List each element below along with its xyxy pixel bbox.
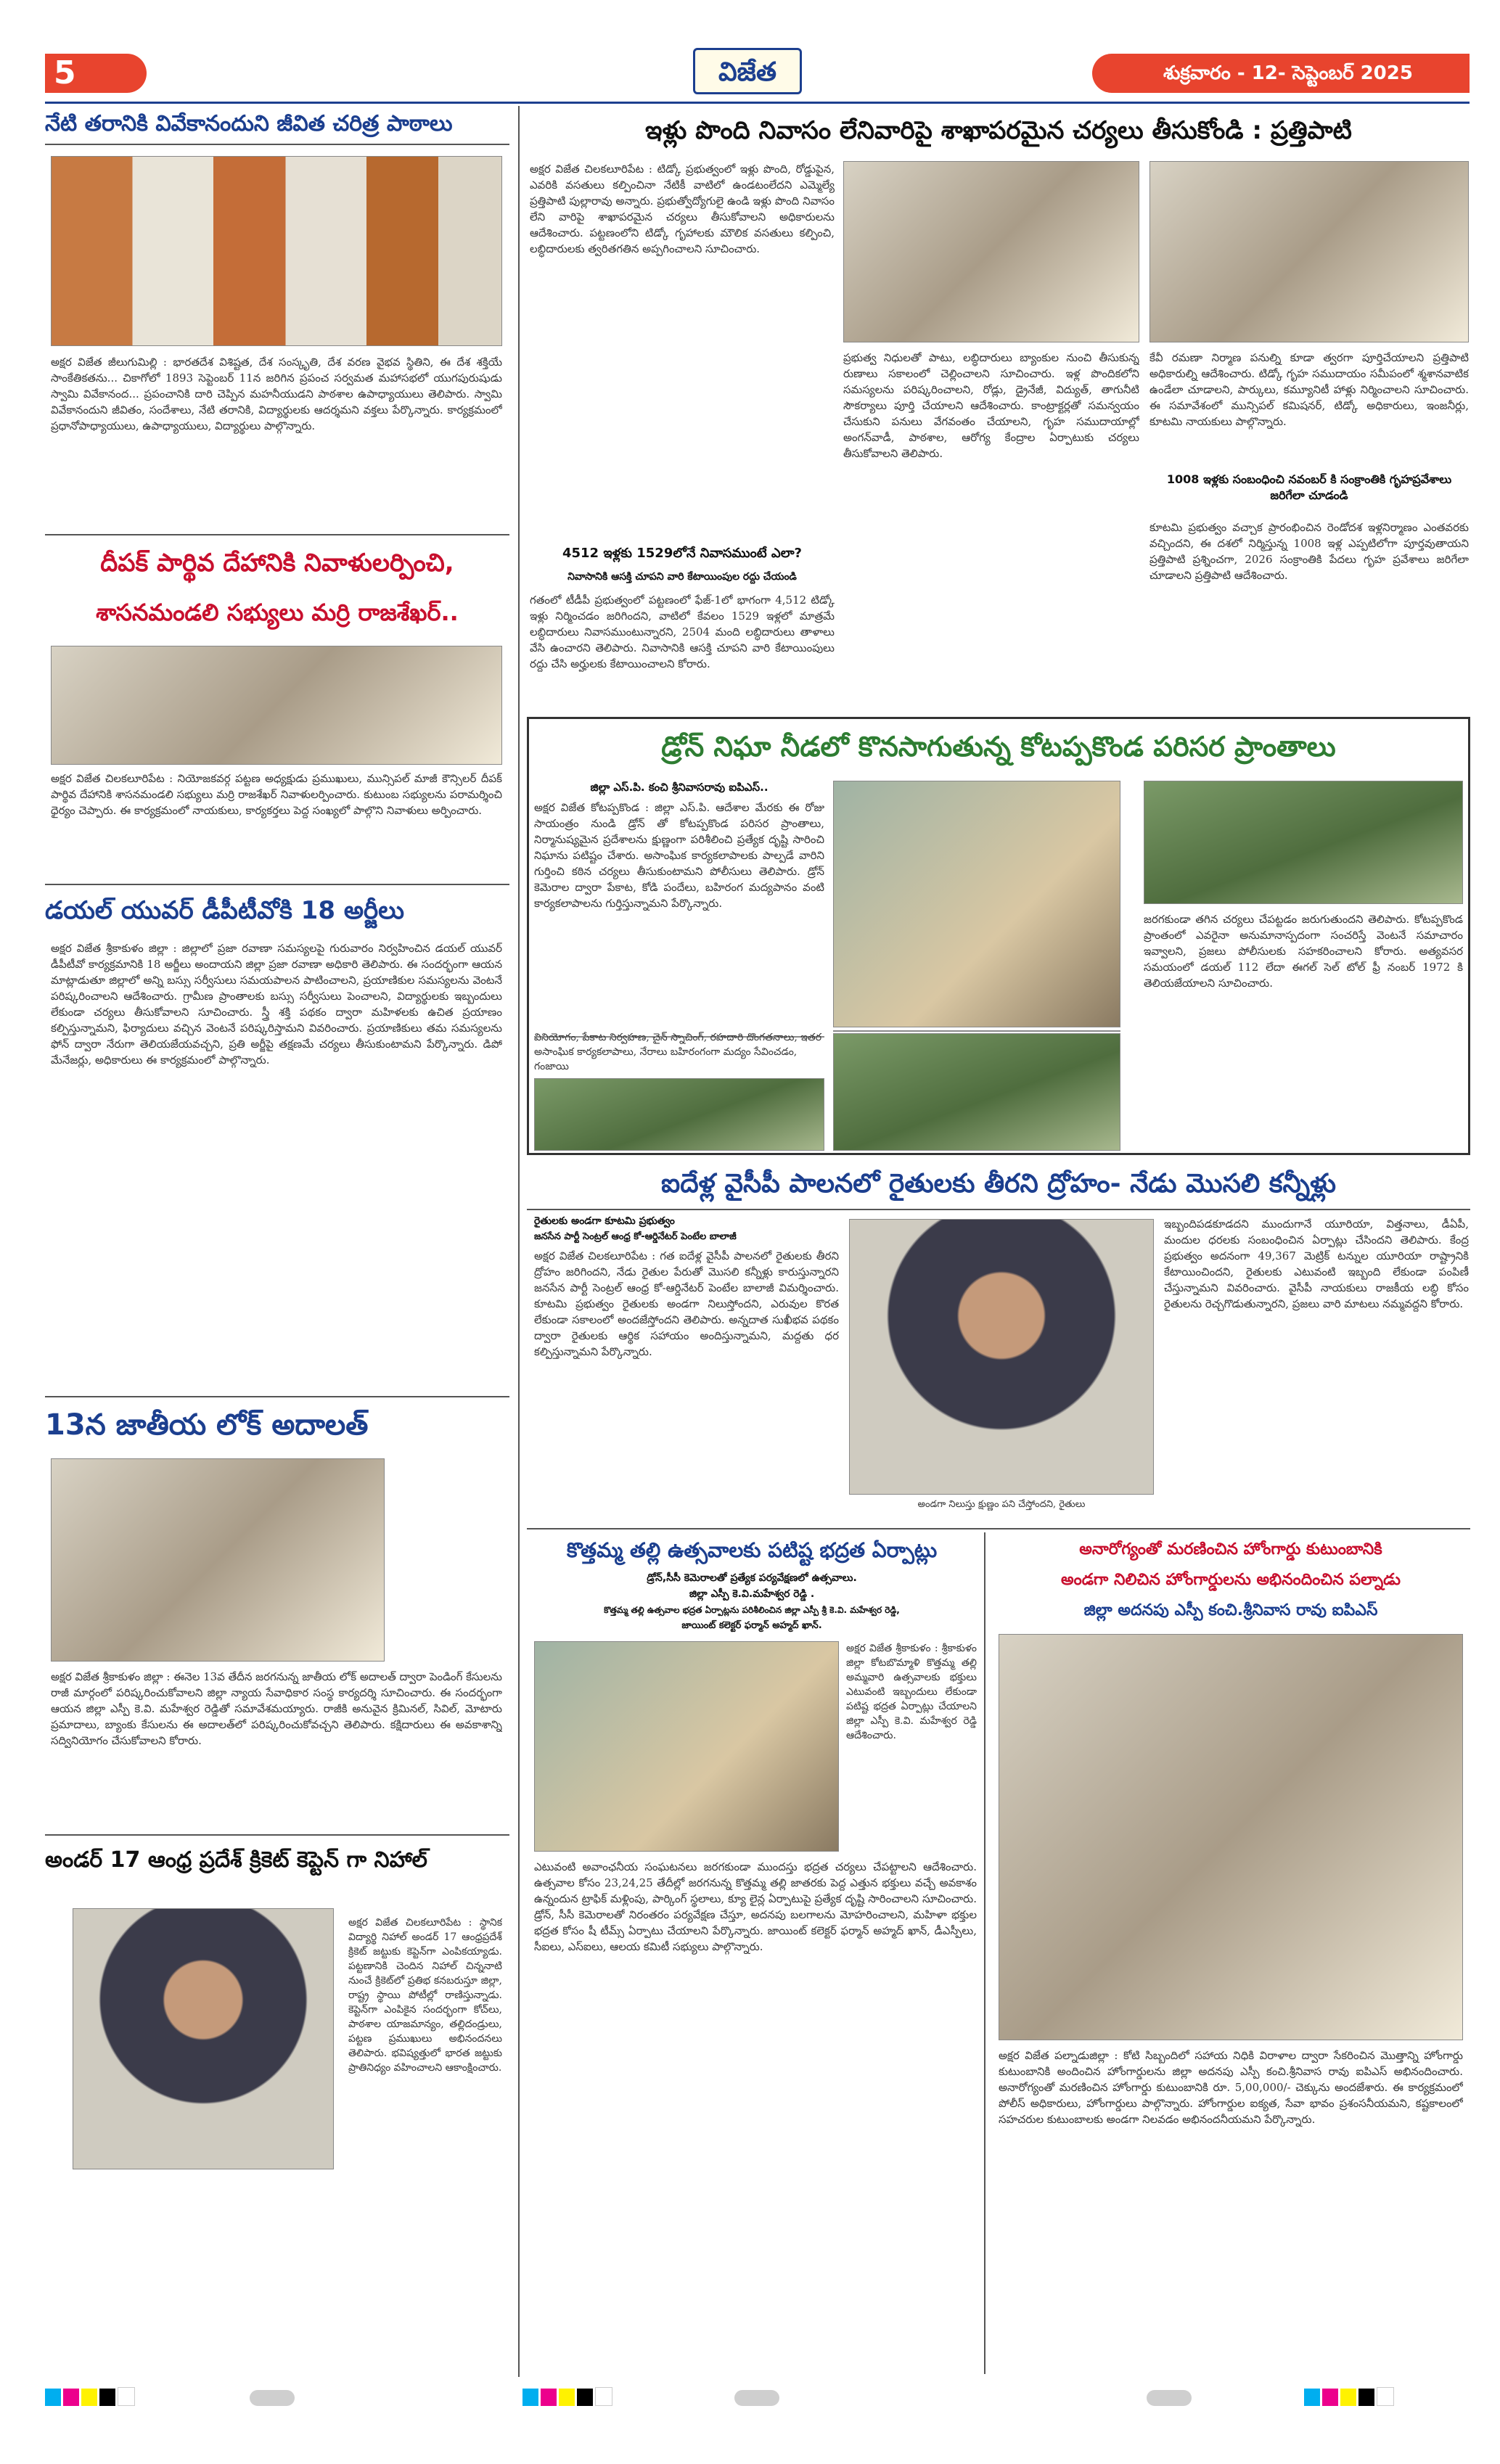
kottamma-sub4: జాయింట్ కలెక్టర్ ఫర్మాన్ అహ్మద్ ఖాన్. (681, 1620, 822, 1631)
body-deepak: అక్షర విజేత చిలకలూరిపేట : నియోజకవర్గ పట్టణ అధ్యక్షుడు ప్రముఖులు, మున్సిపల్ మాజీ కౌన్సిలర్ దీపక్ పార్థివ దేహానికి శాసనమండలి సభ్యులు మర్రి రాజశేఖర్ నివాళులర్పించారు. కుటుంబ సభ్యులను పరామర్శించి ధైర్యం చెప్పారు. ఈ కార్యక్రమంలో నాయకులు, కార్యకర్తలు పెద్ద సంఖ్యలో పాల్గొని నివాళులు అర్పించారు. (51, 772, 502, 817)
headline-drone: డ్రోన్ నిఘా నీడలో కొనసాగుతున్న కోటప్పకొండ పరిసర ప్రాంతాలు (661, 731, 1336, 763)
photo-forest-4 (833, 1033, 1120, 1151)
body-housing-4: కేవీ రమణా నిర్మాణ పనుల్ని కూడా త్వరగా పూర్తిచేయాలని ప్రత్తిపాటి అధికారుల్ని ఆదేశించారు. టిడ్కో గృహ సముదాయం సమీపంలో శ్మశానవాటిక ఉండేలా చూడాలని, పార్కులు, కమ్యూనిటీ హాళ్లు నిర్మించాలని సూచించారు. ఈ సమావేశంలో మున్సిపల్ కమిషనర్, టిడ్కో అధికారులు, ఇంజనీర్లు, కూటమి నాయకులు పాల్గొన్నారు. (1149, 351, 1469, 428)
body-lok-adalat: అక్షర విజేత శ్రీకాకుళం జిల్లా : ఈనెల 13వ తేదీన జరగనున్న జాతీయ లోక్ అదాలత్ ద్వారా పెండింగ్ కేసులను రాజీ మార్గంలో పరిష్కరించుకోవాలని జిల్లా న్యాయ సేవాధికార సంస్థ కార్యదర్శి సూచించారు. ఈ సందర్భంగా ఆయన జిల్లా ఎస్పీ కె.వి. మహేశ్వర రెడ్డితో సమావేశమయ్యారు. రాజీకి అనువైన క్రిమినల్, సివిల్, మోటారు ప్రమాదాలు, బ్యాంకు కేసులను ఈ అదాలత్‌లో పరిష్కరించుకోవచ్చని తెలిపారు. కక్షిదారులు ఈ అవకాశాన్ని సద్వినియోగం చేసుకోవాలని కోరారు. (51, 1670, 502, 1747)
headline-homeguard-2: అండగా నిలిచిన హోంగార్డులను అభినందించిన పల్నాడు (1061, 1571, 1401, 1589)
page-number: 5 (54, 54, 76, 91)
photo-temple (534, 1641, 839, 1852)
headline-dial-your-dpto: డయల్ యువర్ డీపీటీవోకి 18 అర్జీలు (45, 896, 405, 925)
page-header (0, 48, 1500, 99)
headline-farmers: ఐదేళ్ల వైసీపీ పాలనలో రైతులకు తీరని ద్రోహం- నేడు మొసలి కన్నీళ్లు (661, 1169, 1336, 1199)
body-homeguard: అక్షర విజేత పల్నాడుజిల్లా : కోటి సిబ్బందిలో సహాయ నిధికి విరాళాల ద్వారా సేకరించిన మొత్తాన్ని హోంగార్డు కుటుంబానికి అందించిన హోంగార్డులను జిల్లా అదనపు ఎస్పీ కంచి.శ్రీనివాస రావు ఐపిఎస్ అభినందించారు. అనారోగ్యంతో మరణించిన హోంగార్డు కుటుంబానికి రూ. 5,00,000/- చెక్కును అందజేశారు. ఈ కార్యక్రమంలో పోలీస్ అధికారులు, హోంగార్డులు పాల్గొన్నారు. హోంగార్డుల ఐక్యత, సేవా భావం ప్రశంసనీయమని, కష్టకాలంలో సహచరుల కుటుంబాలకు అండగా నిలవడం అభినందనీయమని పేర్కొన్నారు. (999, 2049, 1463, 2126)
headline-homeguard-1: అనారోగ్యంతో మరణించిన హోంగార్డు కుటుంబానికి (1079, 1540, 1382, 1559)
photo-lok-adalat (51, 1458, 385, 1662)
byline-drone: జిల్లా ఎస్.పి. కంచి శ్రీనివాసరావు ఐపిఎస్.. (590, 781, 769, 794)
subhead-housing-1: 4512 ఇళ్లకు 1529లోనే నివాసముంటే ఎలా? (562, 546, 802, 561)
headline-housing: ఇళ్లు పొంది నివాసం లేనివారిపై శాఖాపరమైన చర్యలు తీసుకోండి : ప్రత్తిపాటి (645, 116, 1352, 145)
photo-balaji (849, 1219, 1154, 1495)
divider (45, 1396, 509, 1397)
kicker-farmers-2: జనసేన పార్టీ సెంట్రల్ ఆంధ్ర కో-ఆర్డినేటర్ పెంటేల బాలాజీ (534, 1231, 737, 1242)
body-kottamma-1: అక్షర విజేత శ్రీకాకుళం : శ్రీకాకుళం జిల్లా కోటబొమ్మాళి కొత్తమ్మ తల్లి అమ్మవారి ఉత్సవాలకు భక్తులు ఎటువంటి ఇబ్బందులు లేకుండా పటిష్ట భద్రత ఏర్పాట్లు చేయాలని జిల్లా ఎస్పీ కె.వి. మహేశ్వర రెడ్డి ఆదేశించారు. (846, 1643, 977, 1741)
body-farmers-2: ఇబ్బందిపడకూడదని ముందుగానే యూరియా, విత్తనాలు, డీఏపీ, మందుల ధరలకు సంబంధించిన ఏర్పాట్లు చేసిందని తెలిపారు. కేంద్ర ప్రభుత్వం అదనంగా 49,367 మెట్రిక్ టన్నుల యూరియా రాష్ట్రానికి కేటాయించిందని, రైతులకు ఎటువంటి ఇబ్బంది లేకుండా పంపిణీ చేస్తున్నామని వివరించారు. వైసీపీ నాయకులు రాజకీయ లబ్ధి కోసం రైతులను రెచ్చగొడుతున్నారని, ప్రజలు వారి మాటలు నమ్మవద్దని కోరారు. (1164, 1217, 1469, 1310)
photo-forest-2 (833, 1030, 1120, 1032)
photo-meeting-2 (1149, 161, 1469, 342)
body-vivekananda: అక్షర విజేత జీలుగుమిల్లి : భారతదేశ విశిష్టత, దేశ సంస్కృతి, దేశ వరణ వైభవ స్థితిని, ఈ దేశ శక్తియే సాంకేతికతను... చికాగోలో 1893 సెప్టెంబర్ 11న జరిగిన ప్రపంచ సర్వమత మహాసభలో యుగపురుషుడు స్వామి వివేకానంద... ప్రపంచానికి దారి చెప్పిన మహనీయుడని పాఠశాల ఉపాధ్యాయులు తెలిపారు. స్వామి వివేకానందుని జీవితం, సందేశాలు, నేటి తరానికి, విద్యార్థులకు ఆదర్శమని వక్తలు పేర్కొన్నారు. కార్యక్రమంలో ప్రధానోపాధ్యాయులు, ఉపాధ్యాయులు, విద్యార్థులు పాల్గొన్నారు. (51, 356, 502, 432)
kottamma-sub3: కొత్తమ్మ తల్లి ఉత్సవాల భద్రత ఏర్పాట్లను పరిశీలించిన జిల్లా ఎస్పీ శ్రీ కె.వి. మహేశ్వర రెడ్డి, (604, 1605, 900, 1615)
photo-road (1144, 781, 1463, 904)
kicker-farmers-1: రైతులకు అండగా కూటమి ప్రభుత్వం (534, 1215, 675, 1227)
footer-color-bar-center (522, 2387, 929, 2409)
body-dial-your-dpto: అక్షర విజేత శ్రీకాకుళం జిల్లా : జిల్లాలో ప్రజా రవాణా సమస్యలపై గురువారం నిర్వహించిన డయల్ యువర్ డీపీటీవో కార్యక్రమానికి 18 అర్జీలు అందాయని జిల్లా ప్రజా రవాణా అధికారి తెలిపారు. ఈ సందర్భంగా ఆయన మాట్లాడుతూ జిల్లాలో అన్ని బస్సు సర్వీసులు సమయపాలన పాటించాలని, ప్రయాణికుల సమస్యలను వెంటనే పరిష్కరించాలని ఆదేశించారు. గ్రామీణ ప్రాంతాలకు బస్సు సర్వీసులు పెంచాలని, విద్యార్థులకు ఇబ్బందులు లేకుండా చర్యలు తీసుకోవాలని సూచించారు. స్త్రీ శక్తి పథకం ద్వారా మహిళలకు ఉచిత ప్రయాణం కల్పిస్తున్నామని, ఫిర్యాదులు వచ్చిన వెంటనే పరిష్కరిస్తామని వివరించారు. ప్రయాణికులు తమ సమస్యలను ఫోన్ ద్వారా నేరుగా తెలియజేయవచ్చని, ప్రతి అర్జీపై తక్షణమే చర్యలు తీసుకుంటామని పేర్కొన్నారు. డిపో మేనేజర్లు, అధికారులు ఈ కార్యక్రమంలో పాల్గొన్నారు. (51, 942, 502, 1067)
body-drone-1: అక్షర విజేత కోటప్పకొండ : జిల్లా ఎస్.పి. ఆదేశాల మేరకు ఈ రోజు సాయంత్రం నుండి డ్రోన్ తో కోటప్పకొండ పరిసర ప్రాంతాలు, నిర్మానుష్యమైన ప్రదేశాలను క్షుణ్ణంగా పరిశీలించి ప్రత్యేక దృష్టి సారించి నిఘాను పటిష్టం చేశారు. అసాంఘిక కార్యకలాపాలకు పాల్పడే వారిని గుర్తించి కఠిన చర్యలు తీసుకుంటామని పోలీసులు తెలిపారు. డ్రోన్ కెమెరాల ద్వారా పేకాట, కోడి పందేలు, బహిరంగ మద్యపానం వంటి కార్యకలాపాలను గుర్తిస్తున్నామని పేర్కొన్నారు. (534, 801, 824, 910)
headline-kottamma: కొత్తమ్మ తల్లి ఉత్సవాలకు పటిష్ట భద్రత ఏర్పాట్లు (566, 1538, 938, 1562)
body-housing-2: గతంలో టీడీపీ ప్రభుత్వంలో పట్టణంలో ఫేజ్-1లో భాగంగా 4,512 టిడ్కో ఇళ్లు నిర్మించడం జరిగిందని, వాటిలో కేవలం 1529 ఇళ్లలో మాత్రమే లబ్ధిదారులు నివాసముంటున్నారని, 2504 మంది లబ్ధిదారులు తాళాలు వేసి ఉంచారని తెలిపారు. నివాసానికి ఆసక్తి చూపని వారి కేటాయింపులు రద్దు చేసి అర్హులకు కేటాయించాలని కోరారు. (530, 594, 835, 670)
body-housing-3: ప్రభుత్వ నిధులతో పాటు, లబ్ధిదారులు బ్యాంకుల నుంచి తీసుకున్న రుణాలు సకాలంలో చెల్లించాలని సూచించారు. ఇళ్ల పొందికలోని సమస్యలను పరిష్కరించాలని, రోడ్లు, డ్రైనేజీ, విద్యుత్, తాగునీటి సౌకర్యాలు పూర్తి చేయాలని ఆదేశించారు. కాంట్రాక్టర్లతో సమన్వయం చేసుకుని పనులు వేగవంతం చేయాలని, గృహ సముదాయాల్లో అంగన్‌వాడీ, పాఠశాల, ఆరోగ్య కేంద్రాల ఏర్పాటుకు చర్యలు తీసుకోవాలని తెలిపారు. (843, 351, 1139, 460)
date-text: శుక్రవారం - 12- సెప్టెంబర్ 2025 (1163, 62, 1413, 84)
column-divider (518, 106, 520, 2377)
photo-hill (833, 781, 1120, 1027)
caption-drone: వినియోగం, పేకాట నిర్వహణ, చైన్ స్నాచింగ్, రహదారి దొంగతనాలు, ఇతర అసాంఘిక కార్యకలాపాలు, నేరాలు బహిరంగంగా మద్యం సేవించడం, గంజాయి (534, 1032, 822, 1072)
subhead-housing-2: నివాసానికి ఆసక్తి చూపని వారి కేటాయింపుల రద్దు చేయండి (567, 571, 797, 583)
divider (45, 534, 509, 535)
column-divider-2 (984, 1532, 985, 2374)
headline-under17: అండర్ 17 ఆంధ్ర ప్రదేశ్ క్రికెట్ కెప్టెన్ గా నిహాల్ (45, 1847, 427, 1873)
photo-students (51, 156, 502, 346)
photo-nihal (73, 1908, 334, 2169)
body-under17: అక్షర విజేత చిలకలూరిపేట : స్థానిక విద్యార్థి నిహాల్ అండర్ 17 ఆంధ్రప్రదేశ్ క్రికెట్ జట్టుకు కెప్టెన్‌గా ఎంపికయ్యాడు. పట్టణానికి చెందిన నిహాల్ చిన్ననాటి నుంచే క్రికెట్‌లో ప్రతిభ కనబరుస్తూ జిల్లా, రాష్ట్ర స్థాయి పోటీల్లో రాణిస్తున్నాడు. కెప్టెన్‌గా ఎంపికైన సందర్భంగా కోచ్‌లు, పాఠశాల యాజమాన్యం, తల్లిదండ్రులు, పట్టణ ప్రముఖులు అభినందనలు తెలిపారు. భవిష్యత్తులో భారత జట్టుకు ప్రాతినిధ్యం వహించాలని ఆకాంక్షించారు. (348, 1917, 502, 2074)
kottamma-sub2: జిల్లా ఎస్పీ కె.వి.మహేశ్వర రెడ్డి . (689, 1588, 815, 1600)
headline-lok-adalat: 13న జాతీయ లోక్ అదాలత్ (45, 1408, 369, 1442)
header-divider (45, 102, 1470, 104)
body-drone-2: జరగకుండా తగిన చర్యలు చేపట్టడం జరుగుతుందని తెలిపారు. కోటప్పకొండ ప్రాంతంలో ఎవరైనా అనుమానాస్పదంగా సంచరిస్తే వెంటనే సమాచారం ఇవ్వాలని, ప్రజలు పోలీసులకు సహకరించాలని కోరారు. అత్యవసర సమయంలో డయల్ 112 లేదా ఈగల్ సెల్ టోల్ ఫ్రీ నంబర్ 1972 కి తెలియజేయాలని సూచించారు. (1144, 913, 1463, 990)
body-farmers-1: అక్షర విజేత చిలకలూరిపేట : గత ఐదేళ్ల వైసీపీ పాలనలో రైతులకు తీరని ద్రోహం జరిగిందని, నేడు రైతుల పేరుతో మొసలి కన్నీళ్లు కారుస్తున్నారని జనసేన పార్టీ సెంట్రల్ ఆంధ్ర కో-ఆర్డినేటర్ పెంటేల బాలాజీ విమర్శించారు. కూటమి ప్రభుత్వం రైతులకు అండగా నిలుస్తోందని, ఎరువుల కొరత లేకుండా సకాలంలో అందజేస్తోందని తెలిపారు. అన్నదాత సుఖీభవ పథకం ద్వారా రైతులకు ఆర్థిక సహాయం అందిస్తున్నామని, మద్దతు ధర కల్పిస్తున్నామని పేర్కొన్నారు. (534, 1249, 839, 1358)
headline-deepak-2: శాసనమండలి సభ్యులు మర్రి రాజశేఖర్.. (96, 599, 459, 626)
headline-vivekananda: నేటి తరానికి వివేకానందుని జీవిత చరిత్ర పాఠాలు (45, 111, 453, 136)
photo-tribute (51, 646, 502, 765)
masthead-title: విజేత (718, 57, 776, 87)
divider (527, 1528, 1470, 1529)
headline-homeguard-3: జిల్లా అదనపు ఎస్పీ కంచి.శ్రీనివాస రావు ఐపిఎస్ (1083, 1601, 1378, 1619)
footer-color-bar-left (45, 2387, 350, 2409)
photo-homeguard (999, 1634, 1463, 2040)
divider (527, 1209, 1470, 1210)
caption-farmers: అండగా నిలుస్తు క్షుణ్ణం పని చేస్తోందని, రైతులు (917, 1499, 1086, 1510)
divider (45, 144, 509, 145)
body-kottamma-2: ఎటువంటి అవాంఛనీయ సంఘటనలు జరగకుండా ముందస్తు భద్రత చర్యలు చేపట్టాలని ఆదేశించారు. ఉత్సవాల కోసం 23,24,25 తేదీల్లో జరగనున్న కొత్తమ్మ తల్లి జాతరకు పెద్ద ఎత్తున భక్తులు వచ్చే అవకాశం ఉన్నందున ట్రాఫిక్ మళ్లింపు, పార్కింగ్ స్థలాలు, క్యూ లైన్ల ఏర్పాటుపై ప్రత్యేక దృష్టి సారించాలని సూచించారు. డ్రోన్, సీసీ కెమెరాలతో నిరంతరం పర్యవేక్షణ చేస్తూ, అదనపు బలగాలను మోహరించాలని, మహిళా భక్తుల భద్రత కోసం షీ టీమ్స్ ఏర్పాటు చేయాలని పేర్కొన్నారు. జాయింట్ కలెక్టర్ ఫర్మాన్ అహ్మద్ ఖాన్, డీఎస్పీలు, సీఐలు, ఎస్ఐలు, ఆలయ కమిటీ సభ్యులు పాల్గొన్నారు. (534, 1860, 977, 1953)
divider (45, 1834, 509, 1836)
kottamma-sub1: డ్రోన్,సీసీ కెమెరాలతో ప్రత్యేక పర్యవేక్షణలో ఉత్సవాలు. (647, 1572, 857, 1584)
divider (45, 884, 509, 885)
headline-deepak-1: దీపక్ పార్థివ దేహానికి నివాళులర్పించి, (100, 549, 454, 578)
box-title-housing: 1008 ఇళ్లకు సంబంధించి నవంబర్ కి సంక్రాంతికి గృహప్రవేశాలు జరిగేలా చూడండి (1166, 472, 1452, 502)
photo-meeting-1 (843, 161, 1139, 342)
body-housing-5: కూటమి ప్రభుత్వం వచ్చాక ప్రారంభించిన రెండోదశ ఇళ్లనిర్మాణం ఎంతవరకు వచ్చిందని, ఈ దశలో నిర్మిస్తున్న 1008 ఇళ్ల ఎప్పటిలోగా పూర్తవుతాయని ప్రత్తిపాటి ప్రశ్నించగా, 2026 సంక్రాంతికి పేదలు గృహ ప్రవేశాలు జరిగేలా చూడాలని ప్రత్తిపాటి ఆదేశించారు. (1149, 521, 1469, 582)
photo-forest-3 (534, 1078, 824, 1151)
body-housing-1: అక్షర విజేత చిలకలూరిపేట : టిడ్కో ప్రభుత్వంలో ఇళ్లు పొంది, రోడ్డుపైన, ఎవరికి వసతులు కల్పించినా నేటికీ వాటిలో ఉండటంలేదని ఎమ్మెల్యే ప్రత్తిపాటి పుల్లారావు అన్నారు. ప్రభుత్వోద్యోగులై ఉండి ఇళ్లు పొంది నివాసం లేని వారిపై శాఖాపరమైన చర్యలు తీసుకోవాలని అధికారులను ఆదేశించారు. పట్టణంలోని టిడ్కో గృహాలకు మౌలిక వసతులు కల్పించి, లబ్ధిదారులకు త్వరితగతిన అప్పగించాలని సూచించారు. (530, 163, 835, 255)
footer-color-bar-right (1147, 2387, 1470, 2409)
